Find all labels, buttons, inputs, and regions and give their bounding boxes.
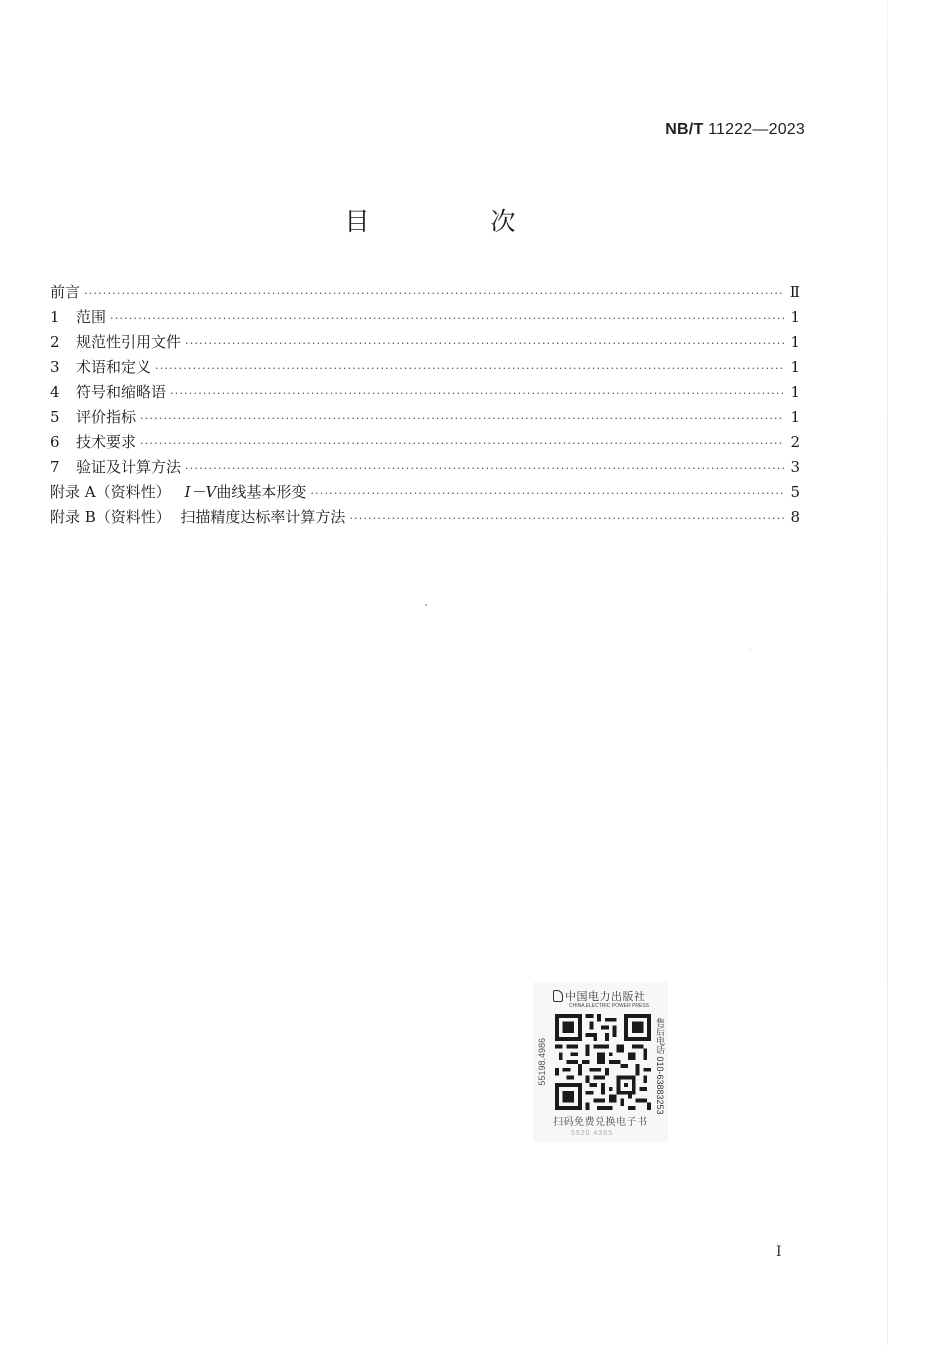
toc-leader-dots: [349, 506, 784, 531]
toc-entry-number: 3: [50, 358, 60, 376]
sticker-brand-wrap: [553, 988, 663, 1004]
toc-leader-dots: [155, 356, 784, 381]
toc-entry-appendix-b[interactable]: [50, 505, 800, 530]
appendix-a-suffix: 曲线基本形变: [216, 483, 307, 501]
toc-entry-technical-requirements[interactable]: [50, 430, 800, 455]
appendix-a-prefix: 附录 A（资料性）: [50, 483, 171, 501]
toc-leader-dots: [310, 481, 784, 506]
sticker-side-code: 55198.4986: [537, 1038, 547, 1086]
toc-entry-page: 1: [790, 408, 800, 426]
toc-entry-label: 附录 B（资料性） 扫描精度达标率计算方法: [50, 508, 346, 526]
toc-leader-dots: [110, 306, 784, 331]
toc-entry-page: 1: [790, 383, 800, 401]
scan-speck: [750, 649, 751, 650]
qr-code[interactable]: [555, 1014, 651, 1110]
appendix-a-italic: I－V: [184, 483, 217, 501]
toc-entry-number: 7: [50, 458, 60, 476]
scan-edge-shadow: [887, 0, 888, 1345]
toc-entry-symbols[interactable]: [50, 380, 800, 405]
standard-code: [665, 121, 805, 139]
toc-entry-number: 1: [50, 308, 60, 326]
toc-entry-label: 符号和缩略语: [76, 383, 167, 401]
toc-entry-page: 1: [790, 308, 800, 326]
toc-entry-normative-references[interactable]: [50, 330, 800, 355]
toc-leader-dots: [84, 281, 784, 306]
toc-entry-label: 术语和定义: [76, 358, 152, 376]
toc-entry-number: 4: [50, 383, 60, 401]
toc-entry-label: 规范性引用文件: [76, 333, 182, 351]
toc-leader-dots: [170, 381, 784, 406]
sticker-serial: 5520 4365: [571, 1130, 614, 1137]
standard-number: 11222—2023: [708, 121, 805, 138]
page-number: I: [776, 1244, 782, 1260]
publisher-qr-sticker: [533, 982, 668, 1142]
toc-entry-page: 8: [790, 508, 800, 526]
publisher-name-en: CHINA ELECTRIC POWER PRESS: [569, 1003, 650, 1009]
toc-entry-foreword[interactable]: [50, 280, 800, 305]
toc-entry-label: 前言: [50, 283, 81, 301]
toc-entry-page: 1: [790, 333, 800, 351]
toc-entry-label: 技术要求: [76, 433, 137, 451]
toc-entry-page: 5: [790, 483, 800, 501]
toc-entry-verification[interactable]: [50, 455, 800, 480]
toc-entry-number: 6: [50, 433, 60, 451]
toc-entry-appendix-a[interactable]: [50, 480, 800, 505]
toc-title: 目 次: [344, 207, 564, 236]
toc-entry-terms[interactable]: [50, 355, 800, 380]
toc-entry-number: 5: [50, 408, 60, 426]
toc-entry-label: 范围: [76, 308, 107, 326]
toc-leader-dots: [185, 456, 784, 481]
toc-entry-label: 评价指标: [76, 408, 137, 426]
toc-entry-number: 2: [50, 333, 60, 351]
toc-leader-dots: [140, 431, 784, 456]
scan-speck: [425, 604, 427, 606]
toc-entry-evaluation-indicators[interactable]: [50, 405, 800, 430]
toc-entry-label: [50, 480, 306, 505]
toc-entry-page: 2: [790, 433, 800, 451]
toc-entry-label: 验证及计算方法: [76, 458, 182, 476]
publisher-name: 中国电力出版社: [565, 990, 646, 1003]
toc-leader-dots: [185, 331, 784, 356]
toc-entry-page: 3: [790, 458, 800, 476]
after-sales-phone: 售后电话 010-63883253: [655, 1018, 665, 1115]
toc-entry-page: 1: [790, 358, 800, 376]
table-of-contents: [50, 280, 800, 530]
toc-entry-scope[interactable]: [50, 305, 800, 330]
toc-leader-dots: [140, 406, 784, 431]
scan-instruction: 扫码免费兑换电子书: [553, 1117, 648, 1128]
standard-prefix: NB/T: [665, 121, 704, 138]
toc-entry-page: Ⅱ: [789, 283, 800, 301]
